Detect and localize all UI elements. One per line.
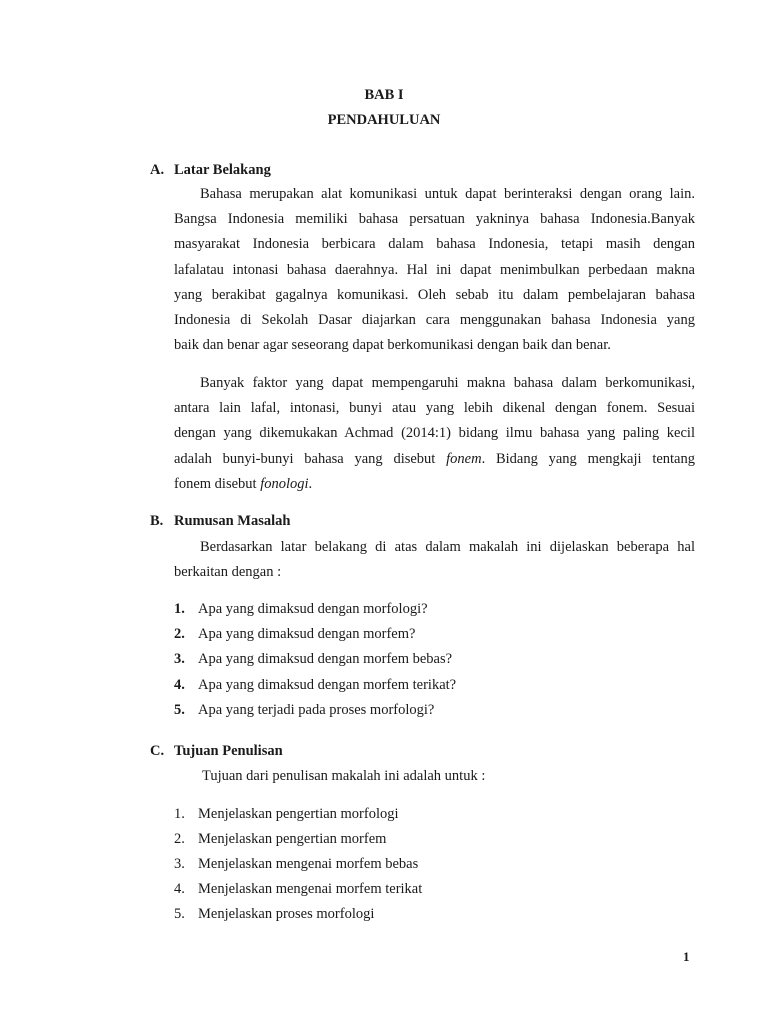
item-number: 2. bbox=[174, 831, 185, 847]
paragraph-line: baik dan benar agar seseorang dapat berkomunikasi dengan baik dan benar. bbox=[174, 337, 611, 354]
page-number: 1 bbox=[683, 949, 690, 964]
problem-item-3 bbox=[174, 651, 452, 668]
paragraph-line: Berdasarkan latar belakang di atas dalam makalah ini dijelaskan beberapa hal bbox=[200, 539, 695, 555]
item-text: Apa yang dimaksud dengan morfem? bbox=[198, 626, 416, 642]
objective-item-3 bbox=[174, 856, 418, 873]
item-text: Apa yang dimaksud dengan morfem bebas? bbox=[198, 651, 453, 667]
term-fonologi: fonologi bbox=[260, 475, 309, 492]
section-c-title: Tujuan Penulisan bbox=[174, 743, 283, 759]
item-text: Apa yang dimaksud dengan morfem terikat? bbox=[198, 677, 457, 693]
item-text: Menjelaskan pengertian morfem bbox=[198, 831, 387, 847]
objective-item-4 bbox=[174, 881, 422, 898]
objective-item-1 bbox=[174, 806, 399, 823]
paragraph-line: berkaitan dengan : bbox=[174, 564, 282, 581]
item-number: 5. bbox=[174, 906, 185, 922]
section-a-heading bbox=[150, 162, 271, 179]
item-text: Menjelaskan pengertian morfologi bbox=[198, 806, 399, 822]
item-text: Menjelaskan mengenai morfem terikat bbox=[198, 881, 423, 897]
section-c-heading bbox=[150, 743, 283, 760]
problem-item-2 bbox=[174, 626, 415, 643]
paragraph-line: lafalatau intonasi bahasa daerahnya. Hal ini dapat menimbulkan perbedaan makna bbox=[174, 261, 695, 278]
item-text: Menjelaskan mengenai morfem bebas bbox=[198, 856, 419, 872]
section-b-intro bbox=[174, 535, 695, 585]
paragraph-line: dengan yang dikemukakan Achmad (2014:1) bidang ilmu bahasa yang paling kecil bbox=[174, 425, 695, 442]
section-b-heading bbox=[150, 513, 290, 530]
item-number: 4. bbox=[174, 881, 185, 897]
item-number: 1. bbox=[174, 806, 185, 822]
chapter-title: PENDAHULUAN bbox=[327, 112, 441, 128]
paragraph-line: antara lain lafal, intonasi, bunyi atau yang lebih dikenal dengan fonem. Sesuai bbox=[174, 400, 695, 417]
item-number: 2. bbox=[174, 626, 185, 642]
item-text: Menjelaskan proses morfologi bbox=[198, 906, 375, 922]
line-text: adalah bunyi-bunyi bahasa yang disebut bbox=[174, 450, 447, 467]
item-text: Apa yang terjadi pada proses morfologi? bbox=[198, 702, 435, 718]
section-a-paragraph-2 bbox=[174, 371, 695, 497]
problem-item-1 bbox=[174, 601, 428, 618]
term-fonem: fonem bbox=[446, 450, 482, 467]
line-text: . Bidang yang mengkaji tentang bbox=[481, 450, 695, 467]
item-number: 4. bbox=[174, 677, 185, 693]
paragraph-line-fonem bbox=[174, 447, 695, 472]
section-c-letter: C. bbox=[150, 743, 165, 759]
paragraph-line: masyarakat Indonesia berbicara dalam bahasa Indonesia, tetapi masih dengan bbox=[174, 236, 695, 253]
section-b-letter: B. bbox=[150, 513, 164, 529]
paragraph-line: Indonesia di Sekolah Dasar diajarkan cara menggunakan bahasa Indonesia yang bbox=[174, 312, 695, 329]
problem-item-5 bbox=[174, 702, 434, 719]
paragraph-line: Bahasa merupakan alat komunikasi untuk dapat berinteraksi dengan orang lain. bbox=[200, 186, 695, 202]
item-number: 1. bbox=[174, 601, 185, 617]
problem-item-4 bbox=[174, 677, 456, 694]
item-number: 5. bbox=[174, 702, 185, 718]
item-text: Apa yang dimaksud dengan morfologi? bbox=[198, 601, 428, 617]
objective-item-5 bbox=[174, 906, 374, 923]
objective-item-2 bbox=[174, 831, 386, 848]
section-c-intro: Tujuan dari penulisan makalah ini adalah untuk : bbox=[202, 768, 486, 784]
paragraph-line: Banyak faktor yang dapat mempengaruhi makna bahasa dalam berkomunikasi, bbox=[200, 375, 695, 391]
paragraph-line: yang berakibat gagalnya komunikasi. Oleh sebab itu dalam pembelajaran bahasa bbox=[174, 286, 695, 303]
item-number: 3. bbox=[174, 856, 185, 872]
paragraph-line: Bangsa Indonesia memiliki bahasa persatuan yakninya bahasa Indonesia.Banyak bbox=[174, 211, 695, 228]
section-b-title: Rumusan Masalah bbox=[174, 513, 291, 529]
section-a-paragraph-1 bbox=[174, 182, 695, 358]
section-a-letter: A. bbox=[150, 162, 165, 178]
line-text: . bbox=[308, 475, 313, 492]
chapter-number: BAB I bbox=[364, 87, 404, 103]
line-text: fonem disebut bbox=[174, 475, 261, 492]
item-number: 3. bbox=[174, 651, 185, 667]
paragraph-line-fonologi bbox=[174, 472, 695, 497]
section-a-title: Latar Belakang bbox=[174, 162, 271, 178]
